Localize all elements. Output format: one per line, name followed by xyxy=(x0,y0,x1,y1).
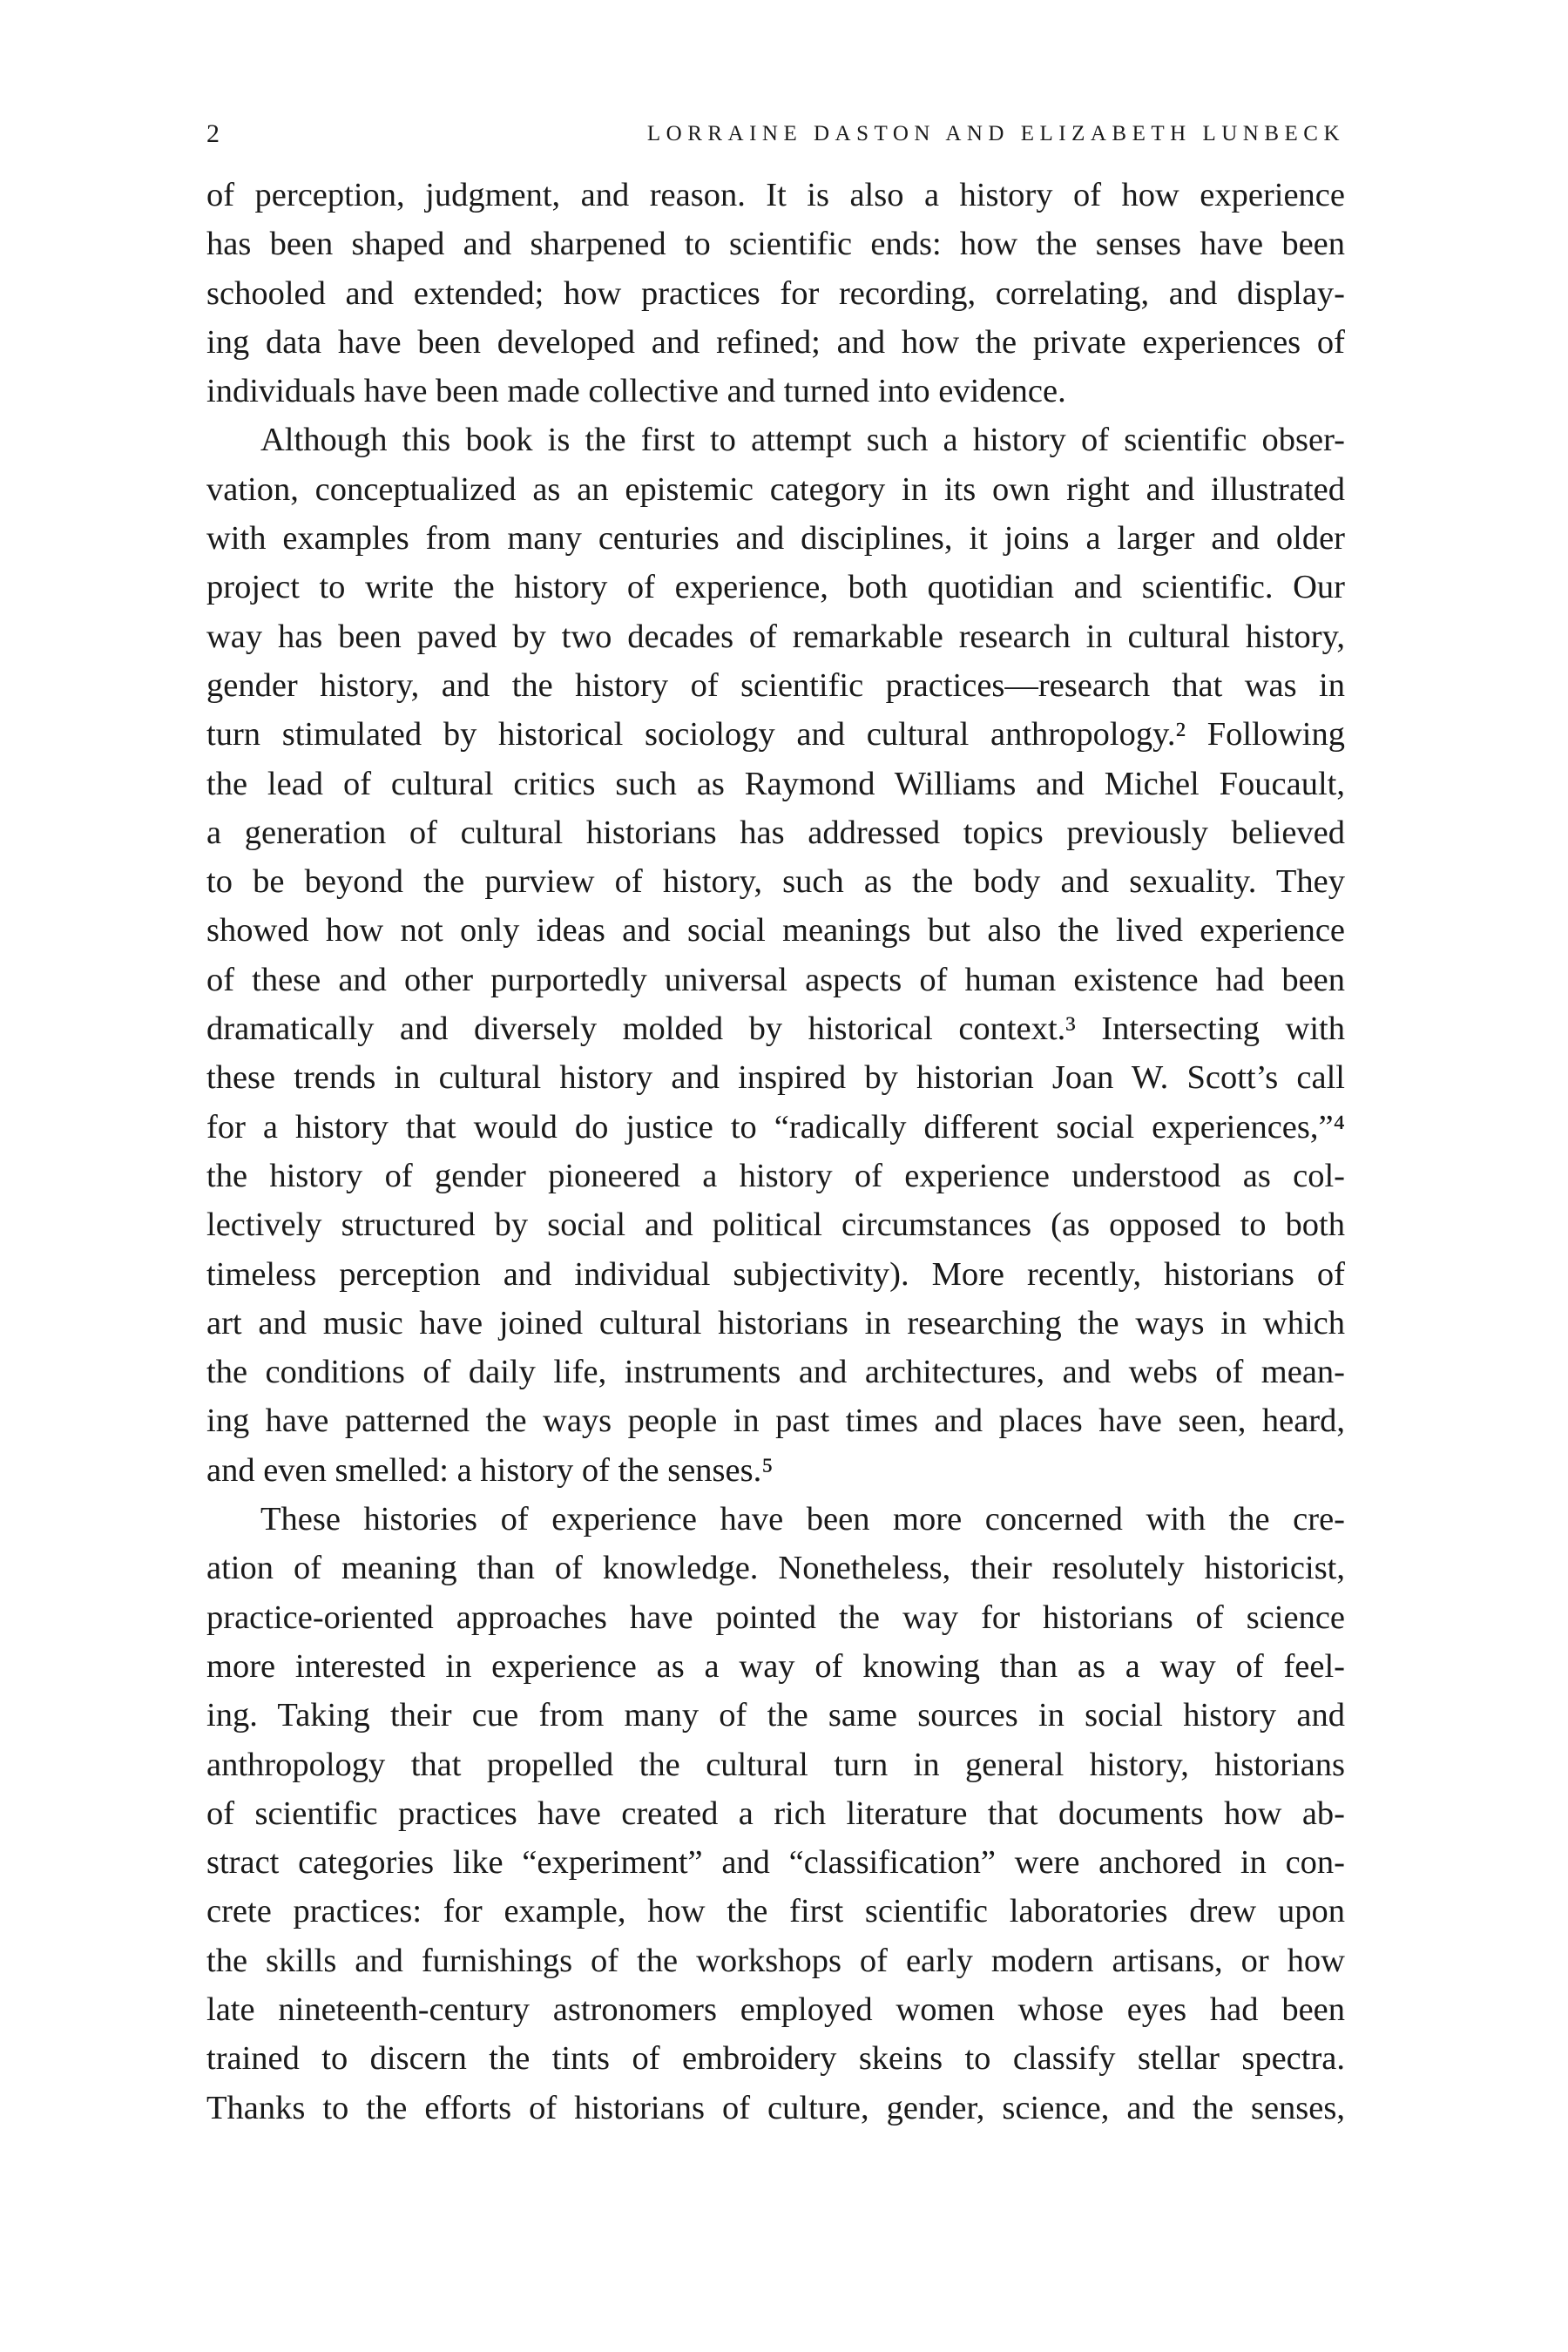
text-line: these trends in cultural history and inspired by historian Joan W. Scott’s call xyxy=(206,1059,1345,1097)
text-line: way has been paved by two decades of remarkable research in cultural history, xyxy=(206,618,1345,655)
text-line: ing have patterned the ways people in past times and places have seen, heard, xyxy=(206,1402,1345,1440)
text-line: the history of gender pioneered a history of experience understood as col- xyxy=(206,1157,1345,1194)
text-line: more interested in experience as a way of knowing than as a way of feel- xyxy=(206,1647,1345,1685)
text-line: anthropology that propelled the cultural turn in general history, historians xyxy=(206,1746,1345,1783)
text-line: of these and other purportedly universal aspects of human existence had been xyxy=(206,961,1345,998)
text-line: ation of meaning than of knowledge. Nonetheless, their resolutely historicist, xyxy=(206,1550,1345,1587)
text-line: trained to discern the tints of embroidery skeins to classify stellar spectra. xyxy=(206,2040,1345,2078)
text-line: individuals have been made collective and turned into evidence. xyxy=(206,373,1066,410)
text-line: practice-oriented approaches have pointed the way for historians of science xyxy=(206,1598,1345,1636)
text-line: showed how not only ideas and social meanings but also the lived experience xyxy=(206,912,1345,950)
text-line: for a history that would do justice to “radically different social experiences,”⁴ xyxy=(206,1108,1345,1146)
text-line: late nineteenth-century astronomers employed women whose eyes had been xyxy=(206,1990,1345,2028)
body-text xyxy=(206,171,1345,2132)
text-line: turn stimulated by historical sociology and cultural anthropology.² Following xyxy=(206,716,1345,754)
text-line: of scientific practices have created a rich literature that documents how ab- xyxy=(206,1794,1345,1832)
text-line: project to write the history of experience, both quotidian and scientific. Our xyxy=(206,569,1345,606)
text-line: timeless perception and individual subjectivity). More recently, historians of xyxy=(206,1255,1345,1293)
text-line: gender history, and the history of scientific practices—research that was in xyxy=(206,666,1345,704)
text-line: with examples from many centuries and disciplines, it joins a larger and older xyxy=(206,520,1345,558)
text-line: ing data have been developed and refined; and how the private experiences of xyxy=(206,323,1345,361)
running-head xyxy=(206,117,1345,152)
text-line: a generation of cultural historians has addressed topics previously believed xyxy=(206,814,1345,851)
page-number: 2 xyxy=(206,119,220,148)
text-line: the skills and furnishings of the workshops of early modern artisans, or how xyxy=(206,1942,1345,1979)
text-line: dramatically and diversely molded by historical context.³ Intersecting with xyxy=(206,1010,1345,1048)
text-line: crete practices: for example, how the first scientific laboratories drew upon xyxy=(206,1893,1345,1930)
text-line: art and music have joined cultural historians in researching the ways in which xyxy=(206,1304,1345,1342)
text-line: and even smelled: a history of the senses.⁵ xyxy=(206,1451,774,1489)
running-head-title: LORRAINE DASTON AND ELIZABETH LUNBECK xyxy=(646,122,1345,145)
paragraph-start-line: Although this book is the first to attempt such a history of scientific obser- xyxy=(260,422,1345,459)
text-line: schooled and extended; how practices for recording, correlating, and display- xyxy=(206,274,1345,312)
text-line: the lead of cultural critics such as Raymond Williams and Michel Foucault, xyxy=(206,765,1345,802)
paragraph-start-line: These histories of experience have been more concerned with the cre- xyxy=(260,1501,1345,1538)
text-line: ing. Taking their cue from many of the same sources in social history and xyxy=(206,1697,1345,1734)
text-line: to be beyond the purview of history, such as the body and sexuality. They xyxy=(206,863,1345,901)
text-line: vation, conceptualized as an epistemic category in its own right and illustrated xyxy=(206,470,1345,508)
text-line: the conditions of daily life, instruments and architectures, and webs of mean- xyxy=(206,1354,1345,1391)
text-line: Thanks to the efforts of historians of culture, gender, science, and the senses, xyxy=(206,2089,1345,2126)
text-line: has been shaped and sharpened to scientific ends: how the senses have been xyxy=(206,226,1345,263)
text-line: lectively structured by social and political circumstances (as opposed to both xyxy=(206,1206,1345,1244)
text-line: stract categories like “experiment” and “classification” were anchored in con- xyxy=(206,1844,1345,1882)
text-line: of perception, judgment, and reason. It is also a history of how experience xyxy=(206,177,1345,213)
